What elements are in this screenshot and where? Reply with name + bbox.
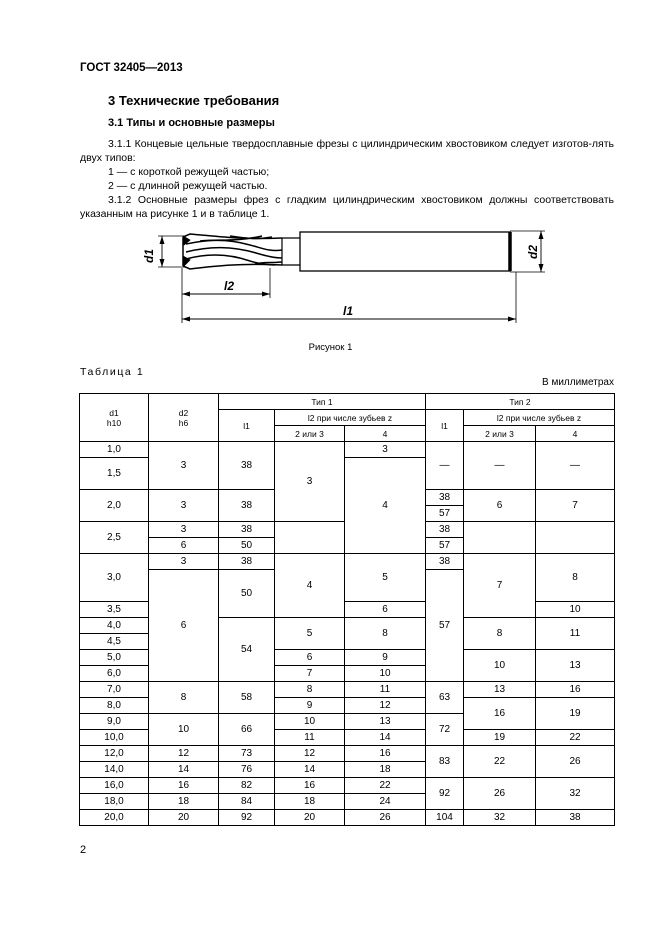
table-cell: 32 bbox=[536, 778, 615, 810]
table-cell: 5 bbox=[345, 554, 426, 602]
header-d1: d1 h10 bbox=[80, 394, 149, 442]
table-cell: 6 bbox=[345, 602, 426, 618]
table-cell: 7 bbox=[275, 666, 345, 682]
table-cell: 20 bbox=[149, 810, 219, 826]
table-cell: 38 bbox=[536, 810, 615, 826]
table-cell: 16 bbox=[345, 746, 426, 762]
table-cell: 22 bbox=[536, 730, 615, 746]
shank-outline bbox=[300, 232, 510, 271]
l1-label: l1 bbox=[342, 304, 354, 318]
table-cell: 66 bbox=[219, 714, 275, 746]
table-label: Таблица 1 bbox=[80, 366, 145, 378]
table-cell: — bbox=[426, 442, 464, 490]
table-cell bbox=[536, 522, 615, 554]
table-cell: 2,0 bbox=[80, 490, 149, 522]
table-cell: 104 bbox=[426, 810, 464, 826]
table-cell: 38 bbox=[426, 490, 464, 506]
table-cell: 38 bbox=[426, 522, 464, 538]
table-cell: 14 bbox=[275, 762, 345, 778]
table-cell: 9 bbox=[275, 698, 345, 714]
table-cell: 83 bbox=[426, 746, 464, 778]
table-cell: 2,5 bbox=[80, 522, 149, 554]
table-cell: 1,0 bbox=[80, 442, 149, 458]
table-cell: 16 bbox=[536, 682, 615, 698]
table-cell: 7 bbox=[536, 490, 615, 522]
table-cell: 14 bbox=[149, 762, 219, 778]
header-z-4: 4 bbox=[345, 426, 426, 442]
table-cell: 16 bbox=[149, 778, 219, 794]
table-cell: 38 bbox=[219, 442, 275, 490]
table-cell: 19 bbox=[464, 730, 536, 746]
table-cell: 1,5 bbox=[80, 458, 149, 490]
table-cell: 13 bbox=[536, 650, 615, 682]
header-l1-type-2: l1 bbox=[426, 410, 464, 442]
table-cell: 6 bbox=[149, 538, 219, 554]
table-cell: — bbox=[464, 442, 536, 490]
paragraph-3-1-2: 3.1.2 Основные размеры фрез с гладким цилиндрическим хвостовиком должны соответствовать указанным на рисунке 1 и в таблице 1. bbox=[80, 194, 614, 221]
table-cell: 26 bbox=[536, 746, 615, 778]
header-type-2: Тип 2 bbox=[426, 394, 615, 410]
table-cell: 3 bbox=[149, 554, 219, 570]
table-cell: 26 bbox=[464, 778, 536, 810]
table-cell: 10 bbox=[464, 650, 536, 682]
table-cell: 57 bbox=[426, 506, 464, 522]
table-cell: 50 bbox=[219, 570, 275, 618]
d1-label: d1 bbox=[142, 248, 156, 264]
table-cell: 58 bbox=[219, 682, 275, 714]
table-cell: 11 bbox=[536, 618, 615, 650]
table-cell: 16 bbox=[464, 698, 536, 730]
table-cell: 4 bbox=[345, 458, 426, 554]
units-note: В миллиметрах bbox=[542, 377, 614, 388]
table-cell: 9 bbox=[345, 650, 426, 666]
table-cell: — bbox=[536, 442, 615, 490]
table-cell: 10,0 bbox=[80, 730, 149, 746]
cutting-part bbox=[183, 234, 282, 269]
list-item-type-2: 2 — с длинной режущей частью. bbox=[108, 180, 268, 192]
header-z-2-or-3: 2 или 3 bbox=[275, 426, 345, 442]
table-cell: 7 bbox=[464, 554, 536, 618]
table-cell: 18,0 bbox=[80, 794, 149, 810]
table-cell: 6 bbox=[149, 570, 219, 682]
table-cell: 10 bbox=[536, 602, 615, 618]
table-cell: 22 bbox=[464, 746, 536, 778]
table-cell: 38 bbox=[219, 490, 275, 522]
table-cell: 8,0 bbox=[80, 698, 149, 714]
table-cell: 82 bbox=[219, 778, 275, 794]
table-cell: 20 bbox=[275, 810, 345, 826]
header-type-1: Тип 1 bbox=[219, 394, 426, 410]
table-cell: 4 bbox=[275, 554, 345, 618]
table-cell: 6 bbox=[464, 490, 536, 522]
table-cell: 32 bbox=[464, 810, 536, 826]
table-cell: 24 bbox=[345, 794, 426, 810]
subsection-heading: 3.1 Типы и основные размеры bbox=[108, 117, 275, 129]
table-cell: 20,0 bbox=[80, 810, 149, 826]
table-cell: 54 bbox=[219, 618, 275, 682]
table-cell: 5 bbox=[275, 618, 345, 650]
table-cell: 3 bbox=[149, 442, 219, 490]
table-cell: 38 bbox=[219, 522, 275, 538]
table-cell: 5,0 bbox=[80, 650, 149, 666]
table-cell: 18 bbox=[149, 794, 219, 810]
table-cell: 12,0 bbox=[80, 746, 149, 762]
d2-label: d2 bbox=[526, 244, 540, 260]
table-cell: 7,0 bbox=[80, 682, 149, 698]
table-cell: 3,0 bbox=[80, 554, 149, 602]
figure-caption: Рисунок 1 bbox=[308, 342, 353, 353]
table-cell: 18 bbox=[345, 762, 426, 778]
table-cell: 13 bbox=[464, 682, 536, 698]
table-cell: 8 bbox=[275, 682, 345, 698]
table-cell: 3 bbox=[149, 490, 219, 522]
table-cell: 3,5 bbox=[80, 602, 149, 618]
table-cell: 18 bbox=[275, 794, 345, 810]
table-cell: 6,0 bbox=[80, 666, 149, 682]
standard-code: ГОСТ 32405—2013 bbox=[80, 62, 183, 74]
table-cell: 12 bbox=[275, 746, 345, 762]
table-cell: 11 bbox=[275, 730, 345, 746]
table-cell: 38 bbox=[426, 554, 464, 570]
table-cell: 8 bbox=[464, 618, 536, 650]
section-heading: 3 Технические требования bbox=[108, 93, 280, 108]
table-cell: 73 bbox=[219, 746, 275, 762]
table-cell: 12 bbox=[345, 698, 426, 714]
table-cell: 3 bbox=[345, 442, 426, 458]
table-cell: 11 bbox=[345, 682, 426, 698]
table-cell: 4,5 bbox=[80, 634, 149, 650]
table-cell: 92 bbox=[426, 778, 464, 810]
table-cell: 14,0 bbox=[80, 762, 149, 778]
table-cell: 92 bbox=[219, 810, 275, 826]
table-cell: 12 bbox=[149, 746, 219, 762]
header-l2-type-2: l2 при числе зубьев z bbox=[464, 410, 615, 426]
table-cell: 8 bbox=[536, 554, 615, 602]
table-cell: 4,0 bbox=[80, 618, 149, 634]
table-cell: 10 bbox=[149, 714, 219, 746]
header-z-4: 4 bbox=[536, 426, 615, 442]
table-cell: 72 bbox=[426, 714, 464, 746]
table-cell bbox=[464, 522, 536, 554]
table-cell: 84 bbox=[219, 794, 275, 810]
dimensions-table bbox=[79, 393, 615, 826]
table-cell: 3 bbox=[149, 522, 219, 538]
table-cell: 57 bbox=[426, 538, 464, 554]
table-cell: 6 bbox=[275, 650, 345, 666]
table-cell: 14 bbox=[345, 730, 426, 746]
header-d2: d2 h6 bbox=[149, 394, 219, 442]
table-cell: 3 bbox=[275, 442, 345, 522]
table-cell: 8 bbox=[345, 618, 426, 650]
paragraph-3-1-1: 3.1.1 Концевые цельные твердосплавные фрезы с цилиндрическим хвостовиком следует изготов-лять двух типов: bbox=[80, 138, 614, 165]
table-cell: 76 bbox=[219, 762, 275, 778]
table-cell: 19 bbox=[536, 698, 615, 730]
table-cell: 10 bbox=[345, 666, 426, 682]
table-cell bbox=[275, 522, 345, 554]
end-mill-drawing bbox=[0, 0, 661, 360]
table-cell: 63 bbox=[426, 682, 464, 714]
table-cell: 16 bbox=[275, 778, 345, 794]
table-cell: 38 bbox=[219, 554, 275, 570]
table-cell: 22 bbox=[345, 778, 426, 794]
header-l1-type-1: l1 bbox=[219, 410, 275, 442]
table-cell: 57 bbox=[426, 570, 464, 682]
table-cell: 10 bbox=[275, 714, 345, 730]
table-cell: 26 bbox=[345, 810, 426, 826]
list-item-type-1: 1 — с короткой режущей частью; bbox=[108, 166, 270, 178]
table-cell: 13 bbox=[345, 714, 426, 730]
header-l2-type-1: l2 при числе зубьев z bbox=[275, 410, 426, 426]
page-number: 2 bbox=[80, 844, 87, 856]
table-cell: 8 bbox=[149, 682, 219, 714]
table-cell: 50 bbox=[219, 538, 275, 554]
table-cell: 9,0 bbox=[80, 714, 149, 730]
table-cell: 16,0 bbox=[80, 778, 149, 794]
header-z-2-or-3: 2 или 3 bbox=[464, 426, 536, 442]
l2-label: l2 bbox=[223, 279, 235, 293]
